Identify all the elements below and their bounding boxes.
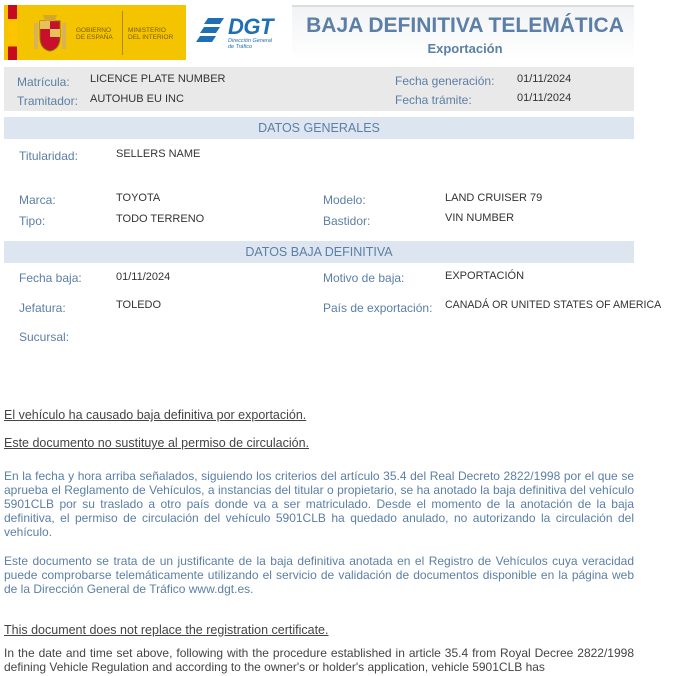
bastidor-label: Bastidor:: [323, 214, 371, 228]
fecha-generacion-label: Fecha generación:: [395, 74, 495, 88]
fecha-baja-value: 01/11/2024: [116, 271, 171, 283]
statement-no-sustituye: Este documento no sustituye al permiso de circulación.: [4, 436, 310, 450]
titularidad-value: SELLERS NAME: [116, 148, 201, 160]
tipo-value: TODO TERRENO: [116, 213, 205, 225]
marca-value: TOYOTA: [116, 192, 161, 204]
jefatura-label: Jefatura:: [19, 301, 66, 315]
statement-baja: El vehículo ha causado baja definitiva por exportación.: [4, 408, 307, 422]
dgt-logo-text: DGT: [228, 14, 273, 39]
gobierno-logo: [4, 5, 186, 60]
paragraph-legal-es: En la fecha y hora arriba señalados, siguiendo los criterios del artículo 35.4 del Real Decreto 2822/1998 por el que se aprueba el Reglamento de Vehículos, a instancias del titular o propietario, se ha anotado la baja definitiva del vehículo 5901CLB por su traslado a otro país donde va a ser matriculado. Desde el momento de la anotación de la baja definitiva, el permiso de circulación del vehículo 5901CLB ha quedado anulado, no autorizando la circulación del vehículo.: [4, 469, 634, 539]
datos-generales-heading: DATOS GENERALES: [4, 117, 634, 139]
paragraph-legal-en: In the date and time set above, following with the procedure established in article 35.4 from Royal Decree 2822/1998 defining Vehicle Regulation and according to the owner's or holder's application, vehicle 5901CLB has: [4, 646, 634, 674]
document-title: BAJA DEFINITIVA TELEMÁTICA: [306, 14, 624, 37]
motivo-label: Motivo de baja:: [323, 271, 405, 285]
dgt-subtitle: Dirección General de Tráfico: [228, 38, 273, 50]
pais-exportacion-value: CANADÁ OR UNITED STATES OF AMERICA: [445, 299, 662, 311]
modelo-value: LAND CRUISER 79: [445, 192, 543, 204]
paragraph-validacion-es: Este documento se trata de un justificante de la baja definitiva anotada en el Registro de Vehículos cuya veracidad puede comprobarse telemáticamente utilizando el servicio de validación de documentos disponible en la página web de la Dirección General de Tráfico www.dgt.es.: [4, 554, 634, 596]
tramitador-value: AUTOHUB EU INC: [90, 93, 184, 105]
marca-label: Marca:: [19, 193, 56, 207]
titularidad-label: Titularidad:: [19, 149, 78, 163]
jefatura-value: TOLEDO: [116, 299, 162, 311]
coat-of-arms-icon: [32, 13, 68, 53]
datos-baja-heading: DATOS BAJA DEFINITIVA: [4, 241, 634, 263]
fecha-baja-label: Fecha baja:: [19, 271, 82, 285]
tramitador-label: Tramitador:: [17, 94, 78, 108]
matricula-value: LICENCE PLATE NUMBER: [90, 73, 226, 85]
spain-flag-icon: [8, 5, 17, 60]
sucursal-label: Sucursal:: [19, 330, 70, 344]
pais-exportacion-label: País de exportación:: [323, 301, 433, 315]
fecha-tramite-label: Fecha trámite:: [395, 93, 472, 107]
document-subtitle: Exportación: [427, 41, 503, 56]
tipo-label: Tipo:: [19, 214, 46, 228]
fecha-tramite-value: 01/11/2024: [517, 92, 572, 104]
modelo-label: Modelo:: [323, 193, 366, 207]
matricula-label: Matrícula:: [17, 75, 70, 89]
statement-english: This document does not replace the registration certificate.: [4, 623, 329, 637]
ministerio-text: MINISTERIO DEL INTERIOR: [128, 27, 174, 41]
logo-divider: [122, 11, 123, 55]
fecha-generacion-value: 01/11/2024: [517, 73, 572, 85]
gobierno-text: GOBIERNO DE ESPAÑA: [76, 27, 113, 41]
motivo-value: EXPORTACIÓN: [445, 270, 525, 282]
bastidor-value: VIN NUMBER: [445, 212, 515, 224]
